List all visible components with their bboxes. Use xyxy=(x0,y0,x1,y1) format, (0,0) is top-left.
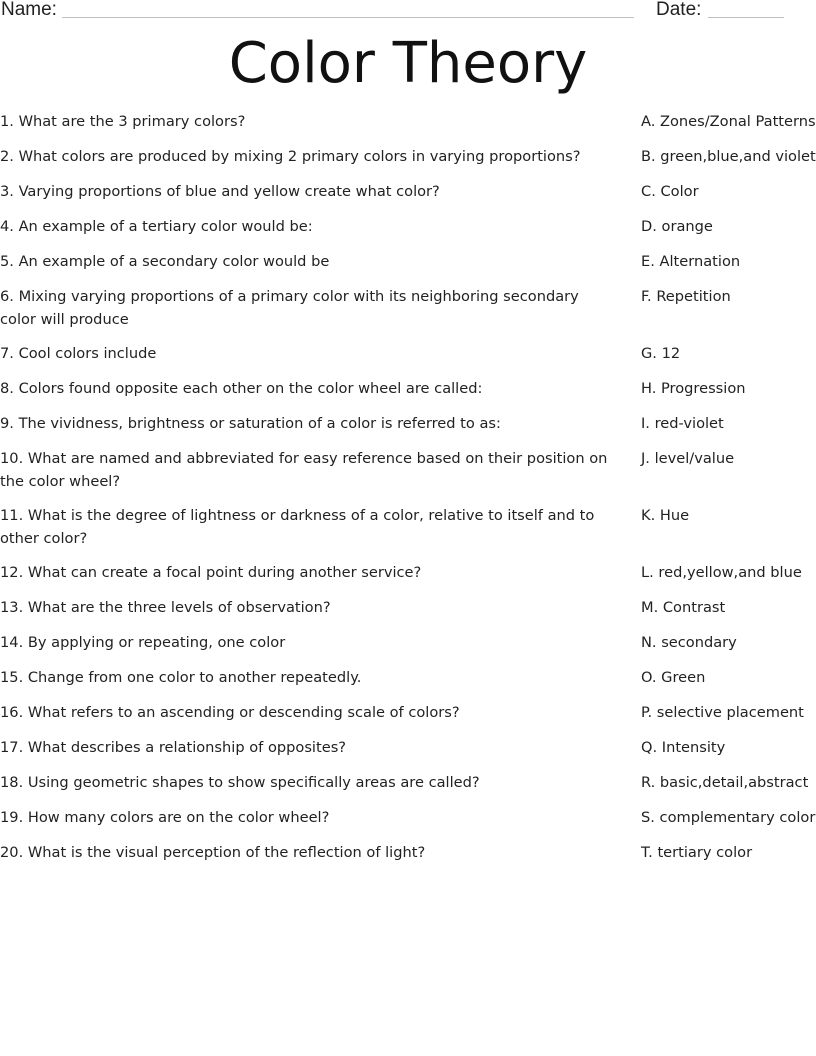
question-item: 10. What are named and abbreviated for easy reference based on their position on the color wheel? xyxy=(0,450,608,490)
answer-item: I. red-violet xyxy=(641,415,724,432)
name-label: Name: xyxy=(1,0,57,20)
question-item: 3. Varying proportions of blue and yellow create what color? xyxy=(0,183,440,200)
answer-item: O. Green xyxy=(641,669,706,686)
answer-item: P. selective placement xyxy=(641,704,804,721)
answer-item: T. tertiary color xyxy=(641,844,753,861)
answer-item: E. Alternation xyxy=(641,253,741,270)
answer-item: Q. Intensity xyxy=(641,739,726,756)
question-item: 1. What are the 3 primary colors? xyxy=(0,113,246,130)
question-item: 2. What colors are produced by mixing 2 primary colors in varying proportions? xyxy=(0,148,581,165)
question-item: 18. Using geometric shapes to show specifically areas are called? xyxy=(0,774,480,791)
question-item: 4. An example of a tertiary color would be: xyxy=(0,218,313,235)
question-item: 20. What is the visual perception of the reflection of light? xyxy=(0,844,426,861)
question-item: 5. An example of a secondary color would be xyxy=(0,253,330,270)
question-item: 15. Change from one color to another repeatedly. xyxy=(0,669,362,686)
date-label: Date: xyxy=(656,0,702,20)
question-item: 16. What refers to an ascending or descending scale of colors? xyxy=(0,704,460,721)
question-item: 17. What describes a relationship of opposites? xyxy=(0,739,347,756)
question-item: 12. What can create a focal point during another service? xyxy=(0,564,422,581)
question-list xyxy=(0,110,620,876)
answer-item: G. 12 xyxy=(641,345,681,362)
answer-item: M. Contrast xyxy=(641,599,726,616)
question-item: 9. The vividness, brightness or saturation of a color is referred to as: xyxy=(0,415,501,432)
answer-item: C. Color xyxy=(641,183,699,200)
answer-item: F. Repetition xyxy=(641,288,731,305)
answer-item: K. Hue xyxy=(641,507,690,524)
name-field-line[interactable] xyxy=(62,17,634,18)
date-field-line[interactable] xyxy=(708,17,784,18)
question-item: 6. Mixing varying proportions of a primary color with its neighboring secondary color will produce xyxy=(0,288,579,328)
answer-item: H. Progression xyxy=(641,380,746,397)
worksheet-header xyxy=(0,0,816,24)
answer-item: L. red,yellow,and blue xyxy=(641,564,802,581)
answer-item: A. Zones/Zonal Patterns xyxy=(641,113,816,130)
question-item: 8. Colors found opposite each other on the color wheel are called: xyxy=(0,380,483,397)
question-item: 19. How many colors are on the color wheel? xyxy=(0,809,330,826)
answer-item: J. level/value xyxy=(641,450,735,467)
answer-item: D. orange xyxy=(641,218,713,235)
question-item: 14. By applying or repeating, one color xyxy=(0,634,286,651)
question-item: 11. What is the degree of lightness or darkness of a color, relative to itself and to other color? xyxy=(0,507,595,547)
question-item: 13. What are the three levels of observation? xyxy=(0,599,331,616)
answer-item: N. secondary xyxy=(641,634,737,651)
answer-list xyxy=(641,110,816,876)
answer-item: S. complementary color xyxy=(641,809,816,826)
question-item: 7. Cool colors include xyxy=(0,345,157,362)
page-title: Color Theory xyxy=(228,31,588,96)
answer-item: B. green,blue,and violet xyxy=(641,148,816,165)
answer-item: R. basic,detail,abstract xyxy=(641,774,809,791)
